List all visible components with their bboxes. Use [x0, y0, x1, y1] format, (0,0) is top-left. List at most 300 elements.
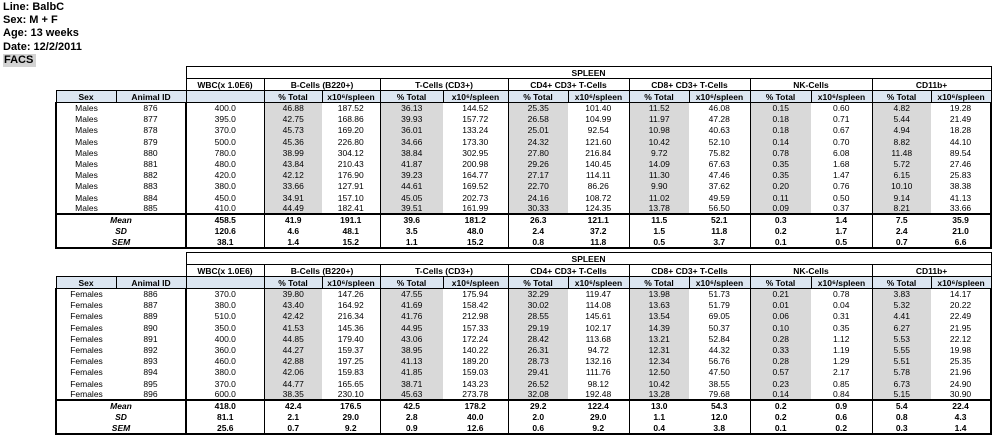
summary-value: 120.6	[186, 226, 264, 237]
data-cell: 13.21	[629, 333, 689, 344]
data-cell: 29.26	[508, 158, 568, 169]
data-cell: 202.73	[443, 192, 508, 203]
data-cell: 169.52	[443, 181, 508, 192]
data-cell: 22.49	[931, 311, 991, 322]
group-header: CD4+ CD3+ T-Cells	[508, 79, 629, 91]
data-cell: 0.57	[750, 367, 811, 378]
data-cell: 0.50	[811, 192, 872, 203]
data-cell: 56.50	[689, 203, 750, 214]
data-cell: 6.73	[872, 378, 931, 389]
data-cell: 11.02	[629, 192, 689, 203]
data-cell: 33.66	[931, 203, 991, 214]
pct-total-header: % Total	[508, 91, 568, 103]
report-info	[3, 1, 82, 67]
summary-value: 6.6	[931, 237, 991, 248]
data-cell: 0.33	[750, 344, 811, 355]
summary-value: 2.4	[895, 226, 908, 237]
data-cell: 40.63	[689, 125, 750, 136]
data-cell: 38.55	[689, 378, 750, 389]
data-cell: 0.70	[811, 136, 872, 147]
summary-value: 1.4	[264, 237, 322, 248]
data-cell: 370.0	[186, 125, 264, 136]
data-cell: 5.72	[872, 158, 931, 169]
summary-value: 42.5	[380, 400, 443, 411]
wbc-header: WBC(x 1.0E6)	[186, 79, 264, 91]
spleen-header: SPLEEN	[186, 253, 991, 265]
data-cell: 6.08	[811, 147, 872, 158]
per-spleen-header: x10⁶/spleen	[322, 91, 380, 103]
data-cell: 25.01	[508, 125, 568, 136]
sex-cell: Males	[56, 103, 116, 114]
summary-value: 181.2	[443, 214, 508, 225]
summary-value: 39.6	[380, 214, 443, 225]
data-cell: 101.40	[568, 103, 629, 114]
data-cell: 26.52	[508, 378, 568, 389]
sex-cell: Females	[56, 356, 116, 367]
data-cell: 41.13	[380, 356, 443, 367]
data-cell: 1.29	[811, 356, 872, 367]
pct-total-header: % Total	[629, 91, 689, 103]
sex-cell: Females	[56, 378, 116, 389]
data-cell: 92.54	[568, 125, 629, 136]
data-cell: 47.55	[380, 289, 443, 300]
data-cell: 159.03	[443, 367, 508, 378]
animal-id-cell: 891	[116, 333, 186, 344]
data-cell: 21.49	[931, 114, 991, 125]
data-cell: 42.88	[264, 356, 322, 367]
per-spleen-header: x10⁶/spleen	[568, 277, 629, 289]
data-cell: 79.68	[689, 389, 750, 400]
data-cell: 46.88	[264, 103, 322, 114]
data-cell: 380.0	[186, 367, 264, 378]
per-spleen-header: x10⁶/spleen	[689, 91, 750, 103]
data-cell: 36.13	[380, 103, 443, 114]
data-cell: 230.10	[322, 389, 380, 400]
summary-value: 458.5	[186, 214, 264, 225]
data-cell: 51.79	[689, 300, 750, 311]
data-cell: 44.32	[689, 344, 750, 355]
data-cell: 25.35	[931, 356, 991, 367]
data-cell: 14.17	[931, 289, 991, 300]
data-cell: 179.40	[322, 333, 380, 344]
summary-value: 54.3	[689, 400, 750, 411]
summary-value: 4.3	[931, 412, 991, 423]
summary-value: 1.1	[380, 237, 443, 248]
animal-id-cell: 881	[116, 158, 186, 169]
data-cell: 212.98	[443, 311, 508, 322]
per-spleen-header: x10⁶/spleen	[322, 277, 380, 289]
data-cell: 370.0	[186, 289, 264, 300]
data-cell: 0.31	[811, 311, 872, 322]
summary-value: 2.0	[532, 412, 545, 423]
summary-value: 0.1	[750, 237, 811, 248]
data-cell: 41.13	[931, 192, 991, 203]
data-cell: 273.78	[443, 389, 508, 400]
data-cell: 45.73	[264, 125, 322, 136]
animal-id-cell: 886	[116, 289, 186, 300]
data-cell: 24.90	[931, 378, 991, 389]
data-cell: 38.95	[380, 344, 443, 355]
spacer	[56, 265, 186, 277]
data-cell: 132.16	[568, 356, 629, 367]
data-cell: 133.24	[443, 125, 508, 136]
pct-total-header: % Total	[380, 277, 443, 289]
data-cell: 28.42	[508, 333, 568, 344]
summary-value: 0.5	[811, 237, 872, 248]
data-cell: 38.38	[931, 181, 991, 192]
group-header: NK-Cells	[750, 79, 872, 91]
data-cell: 480.0	[186, 158, 264, 169]
age-label: Age: 13 weeks	[3, 27, 79, 40]
data-cell: 19.98	[931, 344, 991, 355]
summary-value: 122.4	[568, 400, 629, 411]
summary-value: 7.5	[872, 214, 931, 225]
sex-cell: Males	[56, 136, 116, 147]
data-cell: 0.11	[750, 192, 811, 203]
data-cell: 10.42	[629, 378, 689, 389]
animal-id-cell: 883	[116, 181, 186, 192]
data-cell: 50.37	[689, 322, 750, 333]
data-cell: 38.84	[380, 147, 443, 158]
pct-total-header: % Total	[750, 277, 811, 289]
data-cell: 30.02	[508, 300, 568, 311]
summary-value: 3.5	[405, 226, 418, 237]
summary-value: 1.1	[653, 412, 666, 423]
data-cell: 13.98	[629, 289, 689, 300]
pct-total-header: % Total	[872, 91, 931, 103]
data-cell: 4.82	[872, 103, 931, 114]
data-cell: 41.69	[380, 300, 443, 311]
summary-value: 21.0	[931, 226, 991, 237]
animal-id-cell: 887	[116, 300, 186, 311]
summary-value: 11.8	[689, 226, 750, 237]
data-cell: 27.80	[508, 147, 568, 158]
group-header: NK-Cells	[750, 265, 872, 277]
summary-value: 2.8	[405, 412, 418, 423]
data-cell: 52.84	[689, 333, 750, 344]
summary-value: 0.2	[774, 226, 787, 237]
data-cell: 0.14	[750, 389, 811, 400]
data-cell: 350.0	[186, 322, 264, 333]
data-cell: 0.10	[750, 322, 811, 333]
summary-value: 4.6	[287, 226, 300, 237]
data-cell: 108.72	[568, 192, 629, 203]
data-cell: 9.14	[872, 192, 931, 203]
data-cell: 13.28	[629, 389, 689, 400]
data-cell: 1.47	[811, 170, 872, 181]
data-cell: 143.23	[443, 378, 508, 389]
spacer	[56, 79, 186, 91]
data-cell: 164.77	[443, 170, 508, 181]
data-cell: 400.0	[186, 333, 264, 344]
sex-col-header: Sex	[56, 277, 116, 289]
data-cell: 69.05	[689, 311, 750, 322]
summary-value: 418.0	[186, 400, 264, 411]
data-cell: 450.0	[186, 192, 264, 203]
data-cell: 216.84	[568, 147, 629, 158]
data-cell: 19.28	[931, 103, 991, 114]
data-cell: 37.62	[689, 181, 750, 192]
data-cell: 147.26	[322, 289, 380, 300]
data-cell: 164.92	[322, 300, 380, 311]
data-cell: 45.05	[380, 192, 443, 203]
data-cell: 0.78	[750, 147, 811, 158]
data-cell: 2.17	[811, 367, 872, 378]
summary-value: 38.1	[186, 237, 264, 248]
data-cell: 0.21	[750, 289, 811, 300]
summary-value: 26.3	[508, 214, 568, 225]
data-cell: 0.20	[750, 181, 811, 192]
data-cell: 47.28	[689, 114, 750, 125]
data-cell: 25.35	[508, 103, 568, 114]
data-cell: 226.80	[322, 136, 380, 147]
summary-value: 0.8	[895, 412, 908, 423]
summary-value: 0.7	[264, 423, 322, 434]
data-cell: 14.09	[629, 158, 689, 169]
animal-id-cell: 896	[116, 389, 186, 400]
summary-value: 0.2	[774, 412, 787, 423]
date-label: Date: 12/2/2011	[3, 40, 82, 53]
group-header: CD8+ CD3+ T-Cells	[629, 265, 750, 277]
sex-cell: Females	[56, 344, 116, 355]
data-cell: 44.77	[264, 378, 322, 389]
summary-value: 1.4	[931, 423, 991, 434]
data-cell: 144.52	[443, 103, 508, 114]
data-cell: 119.47	[568, 289, 629, 300]
data-cell: 27.46	[931, 158, 991, 169]
data-cell: 0.84	[811, 389, 872, 400]
animal-id-cell: 895	[116, 378, 186, 389]
data-cell: 157.10	[322, 192, 380, 203]
data-cell: 86.26	[568, 181, 629, 192]
data-cell: 780.0	[186, 147, 264, 158]
wbc-header: WBC(x 1.0E6)	[186, 265, 264, 277]
data-cell: 460.0	[186, 356, 264, 367]
data-cell: 5.51	[872, 356, 931, 367]
data-cell: 33.66	[264, 181, 322, 192]
data-cell: 32.08	[508, 389, 568, 400]
summary-value: 29.2	[508, 400, 568, 411]
summary-value: 0.6	[508, 423, 568, 434]
data-cell: 11.97	[629, 114, 689, 125]
summary-value: 42.4	[264, 400, 322, 411]
animal-id-cell: 880	[116, 147, 186, 158]
sex-cell: Males	[56, 158, 116, 169]
pct-total-header: % Total	[264, 91, 322, 103]
data-cell: 18.28	[931, 125, 991, 136]
summary-value: 0.2	[750, 400, 811, 411]
pct-total-header: % Total	[750, 91, 811, 103]
data-cell: 159.83	[322, 367, 380, 378]
data-cell: 98.12	[568, 378, 629, 389]
data-cell: 5.53	[872, 333, 931, 344]
data-cell: 176.90	[322, 170, 380, 181]
data-cell: 158.42	[443, 300, 508, 311]
data-cell: 600.0	[186, 389, 264, 400]
summary-value: 11.8	[568, 237, 629, 248]
facs-label: FACS	[3, 54, 36, 67]
summary-value: 0.8	[508, 237, 568, 248]
summary-label: SEM	[56, 423, 186, 434]
group-header: CD11b+	[872, 265, 991, 277]
per-spleen-header: x10⁶/spleen	[443, 277, 508, 289]
sex-label: Sex: M + F	[3, 14, 58, 27]
animal-id-col-header: Animal ID	[116, 91, 186, 103]
data-cell: 32.29	[508, 289, 568, 300]
males-spleen-table	[55, 66, 992, 249]
animal-id-cell: 879	[116, 136, 186, 147]
sex-cell: Females	[56, 300, 116, 311]
pct-total-header: % Total	[264, 277, 322, 289]
data-cell: 0.35	[811, 322, 872, 333]
data-cell: 41.76	[380, 311, 443, 322]
data-cell: 140.22	[443, 344, 508, 355]
data-cell: 9.90	[629, 181, 689, 192]
summary-label: Mean	[56, 400, 186, 411]
summary-value: 15.2	[322, 237, 380, 248]
data-cell: 44.27	[264, 344, 322, 355]
data-cell: 1.12	[811, 333, 872, 344]
data-cell: 0.28	[750, 333, 811, 344]
data-cell: 41.87	[380, 158, 443, 169]
data-cell: 10.10	[872, 181, 931, 192]
data-cell: 395.0	[186, 114, 264, 125]
data-cell: 169.20	[322, 125, 380, 136]
summary-label: SD	[56, 226, 186, 237]
data-cell: 46.08	[689, 103, 750, 114]
data-cell: 38.35	[264, 389, 322, 400]
pct-total-header: % Total	[629, 277, 689, 289]
per-spleen-header: x10⁶/spleen	[811, 91, 872, 103]
data-cell: 22.12	[931, 333, 991, 344]
summary-value: 0.9	[380, 423, 443, 434]
data-cell: 39.80	[264, 289, 322, 300]
animal-id-cell: 889	[116, 311, 186, 322]
sex-cell: Males	[56, 203, 116, 214]
group-header: T-Cells (CD3+)	[380, 79, 508, 91]
data-cell: 0.23	[750, 378, 811, 389]
group-header: B-Cells (B220+)	[264, 265, 380, 277]
data-cell: 145.36	[322, 322, 380, 333]
data-cell: 49.59	[689, 192, 750, 203]
data-cell: 5.32	[872, 300, 931, 311]
data-cell: 0.76	[811, 181, 872, 192]
data-cell: 27.17	[508, 170, 568, 181]
per-spleen-header: x10⁶/spleen	[931, 277, 991, 289]
summary-value: 178.2	[443, 400, 508, 411]
summary-value: 0.2	[811, 423, 872, 434]
data-cell: 26.58	[508, 114, 568, 125]
data-cell: 102.17	[568, 322, 629, 333]
group-header: T-Cells (CD3+)	[380, 265, 508, 277]
data-cell: 44.95	[380, 322, 443, 333]
data-cell: 8.82	[872, 136, 931, 147]
data-cell: 400.0	[186, 103, 264, 114]
summary-value: 35.9	[931, 214, 991, 225]
animal-id-col-header: Animal ID	[116, 277, 186, 289]
data-cell: 111.76	[568, 367, 629, 378]
data-cell: 197.25	[322, 356, 380, 367]
summary-value: 29.0	[568, 412, 629, 423]
data-cell: 380.0	[186, 181, 264, 192]
summary-value: 2.4	[532, 226, 545, 237]
data-cell: 0.28	[750, 356, 811, 367]
summary-label: SD	[56, 412, 186, 423]
data-cell: 3.83	[872, 289, 931, 300]
summary-value: 37.2	[568, 226, 629, 237]
data-cell: 38.71	[380, 378, 443, 389]
summary-value: 48.1	[322, 226, 380, 237]
data-cell: 0.01	[750, 300, 811, 311]
data-cell: 189.20	[443, 356, 508, 367]
sex-cell: Females	[56, 367, 116, 378]
data-cell: 44.49	[264, 203, 322, 214]
data-cell: 302.95	[443, 147, 508, 158]
data-cell: 25.83	[931, 170, 991, 181]
data-cell: 0.78	[811, 289, 872, 300]
data-cell: 11.52	[629, 103, 689, 114]
data-cell: 47.46	[689, 170, 750, 181]
summary-value: 0.5	[629, 237, 689, 248]
data-cell: 42.42	[264, 311, 322, 322]
summary-value: 15.2	[443, 237, 508, 248]
summary-value: 1.5	[653, 226, 666, 237]
data-cell: 360.0	[186, 344, 264, 355]
sex-cell: Females	[56, 389, 116, 400]
wbc-sub-cell	[186, 91, 264, 103]
animal-id-cell: 892	[116, 344, 186, 355]
data-cell: 13.63	[629, 300, 689, 311]
summary-value: 0.4	[629, 423, 689, 434]
data-cell: 28.55	[508, 311, 568, 322]
group-header: B-Cells (B220+)	[264, 79, 380, 91]
summary-value: 13.0	[629, 400, 689, 411]
data-cell: 175.94	[443, 289, 508, 300]
data-cell: 44.10	[931, 136, 991, 147]
spleen-header: SPLEEN	[186, 67, 991, 79]
animal-id-cell: 885	[116, 203, 186, 214]
data-cell: 0.06	[750, 311, 811, 322]
data-cell: 10.98	[629, 125, 689, 136]
data-cell: 0.37	[811, 203, 872, 214]
data-cell: 380.0	[186, 300, 264, 311]
animal-id-cell: 882	[116, 170, 186, 181]
data-cell: 34.91	[264, 192, 322, 203]
data-cell: 30.33	[508, 203, 568, 214]
data-cell: 121.60	[568, 136, 629, 147]
animal-id-cell: 890	[116, 322, 186, 333]
data-cell: 41.53	[264, 322, 322, 333]
data-cell: 29.41	[508, 367, 568, 378]
pct-total-header: % Total	[508, 277, 568, 289]
summary-value: 0.3	[872, 423, 931, 434]
sex-cell: Males	[56, 192, 116, 203]
group-header: CD4+ CD3+ T-Cells	[508, 265, 629, 277]
data-cell: 4.41	[872, 311, 931, 322]
data-cell: 39.23	[380, 170, 443, 181]
summary-value: 52.1	[689, 214, 750, 225]
animal-id-cell: 894	[116, 367, 186, 378]
data-cell: 45.63	[380, 389, 443, 400]
data-cell: 200.98	[443, 158, 508, 169]
spacer	[56, 253, 186, 265]
data-cell: 114.08	[568, 300, 629, 311]
data-cell: 43.40	[264, 300, 322, 311]
data-cell: 0.35	[750, 170, 811, 181]
data-cell: 124.35	[568, 203, 629, 214]
summary-label: SEM	[56, 237, 186, 248]
data-cell: 12.34	[629, 356, 689, 367]
